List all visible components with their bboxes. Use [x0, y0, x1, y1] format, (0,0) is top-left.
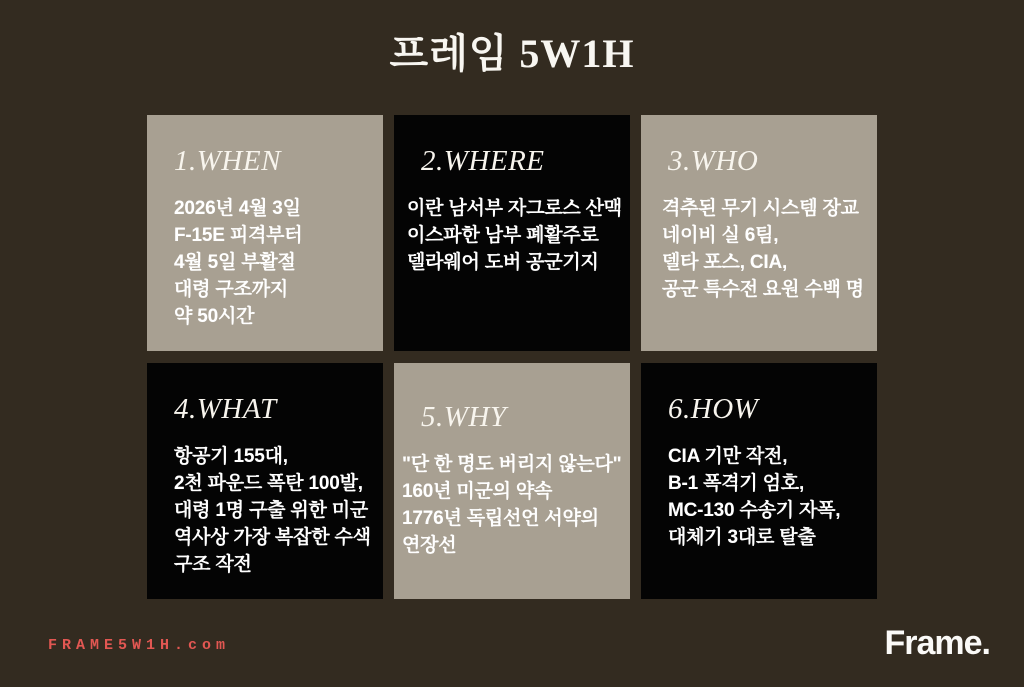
card-where-line: 이란 남서부 자그로스 산맥 — [407, 198, 622, 219]
card-why-heading: 5.WHY — [421, 401, 507, 433]
card-who-line: 델타 포스, CIA, — [662, 252, 788, 273]
card-who — [641, 115, 877, 351]
card-what-heading: 4.WHAT — [174, 393, 277, 425]
card-when-body — [174, 195, 377, 330]
card-what-line: 2천 파운드 폭탄 100발, — [174, 473, 363, 494]
card-how-line: CIA 기만 작전, — [668, 446, 788, 467]
card-when-line: 약 50시간 — [174, 306, 255, 327]
card-why — [394, 363, 630, 599]
card-what-body — [174, 443, 377, 578]
card-how-line: B-1 폭격기 엄호, — [668, 473, 805, 494]
card-what-line: 대령 1명 구출 위한 미군 — [174, 500, 369, 521]
card-why-line: 1776년 독립선언 서약의 — [402, 508, 599, 529]
card-how-heading: 6.HOW — [668, 393, 759, 425]
card-who-heading: 3.WHO — [668, 145, 759, 177]
card-where — [394, 115, 630, 351]
card-who-line: 네이비 실 6팀, — [662, 225, 779, 246]
cards-grid — [147, 115, 877, 599]
card-why-line: 연장선 — [402, 535, 457, 556]
page-title: 프레임 5W1H — [389, 31, 635, 76]
card-where-body — [407, 195, 624, 276]
card-how-body — [668, 443, 871, 551]
card-when-line: 대령 구조까지 — [174, 279, 289, 300]
card-who-line: 격추된 무기 시스템 장교 — [662, 198, 859, 219]
card-what-line: 구조 작전 — [174, 554, 252, 575]
card-how-line: MC-130 수송기 자폭, — [668, 500, 841, 521]
card-when-line: 2026년 4월 3일 — [174, 198, 301, 219]
card-where-heading: 2.WHERE — [421, 145, 545, 177]
card-when-heading: 1.WHEN — [174, 145, 281, 177]
brand-logo: Frame. — [884, 624, 990, 662]
card-how-line: 대체기 3대로 탈출 — [668, 527, 816, 548]
card-why-line: "단 한 명도 버리지 않는다" — [402, 454, 622, 475]
card-what — [147, 363, 383, 599]
card-who-line: 공군 특수전 요원 수백 명 — [662, 279, 864, 300]
card-why-line: 160년 미군의 약속 — [402, 481, 553, 502]
card-where-line: 이스파한 남부 폐활주로 — [407, 225, 599, 246]
card-why-body — [402, 451, 624, 559]
card-who-body — [662, 195, 871, 303]
website-url: FRAME5W1H.com — [48, 637, 231, 654]
card-how — [641, 363, 877, 599]
card-when-line: F-15E 피격부터 — [174, 225, 303, 246]
card-what-line: 항공기 155대, — [174, 446, 288, 467]
card-when-line: 4월 5일 부활절 — [174, 252, 296, 273]
card-where-line: 델라웨어 도버 공군기지 — [407, 252, 599, 273]
card-when — [147, 115, 383, 351]
card-what-line: 역사상 가장 복잡한 수색 — [174, 527, 371, 548]
